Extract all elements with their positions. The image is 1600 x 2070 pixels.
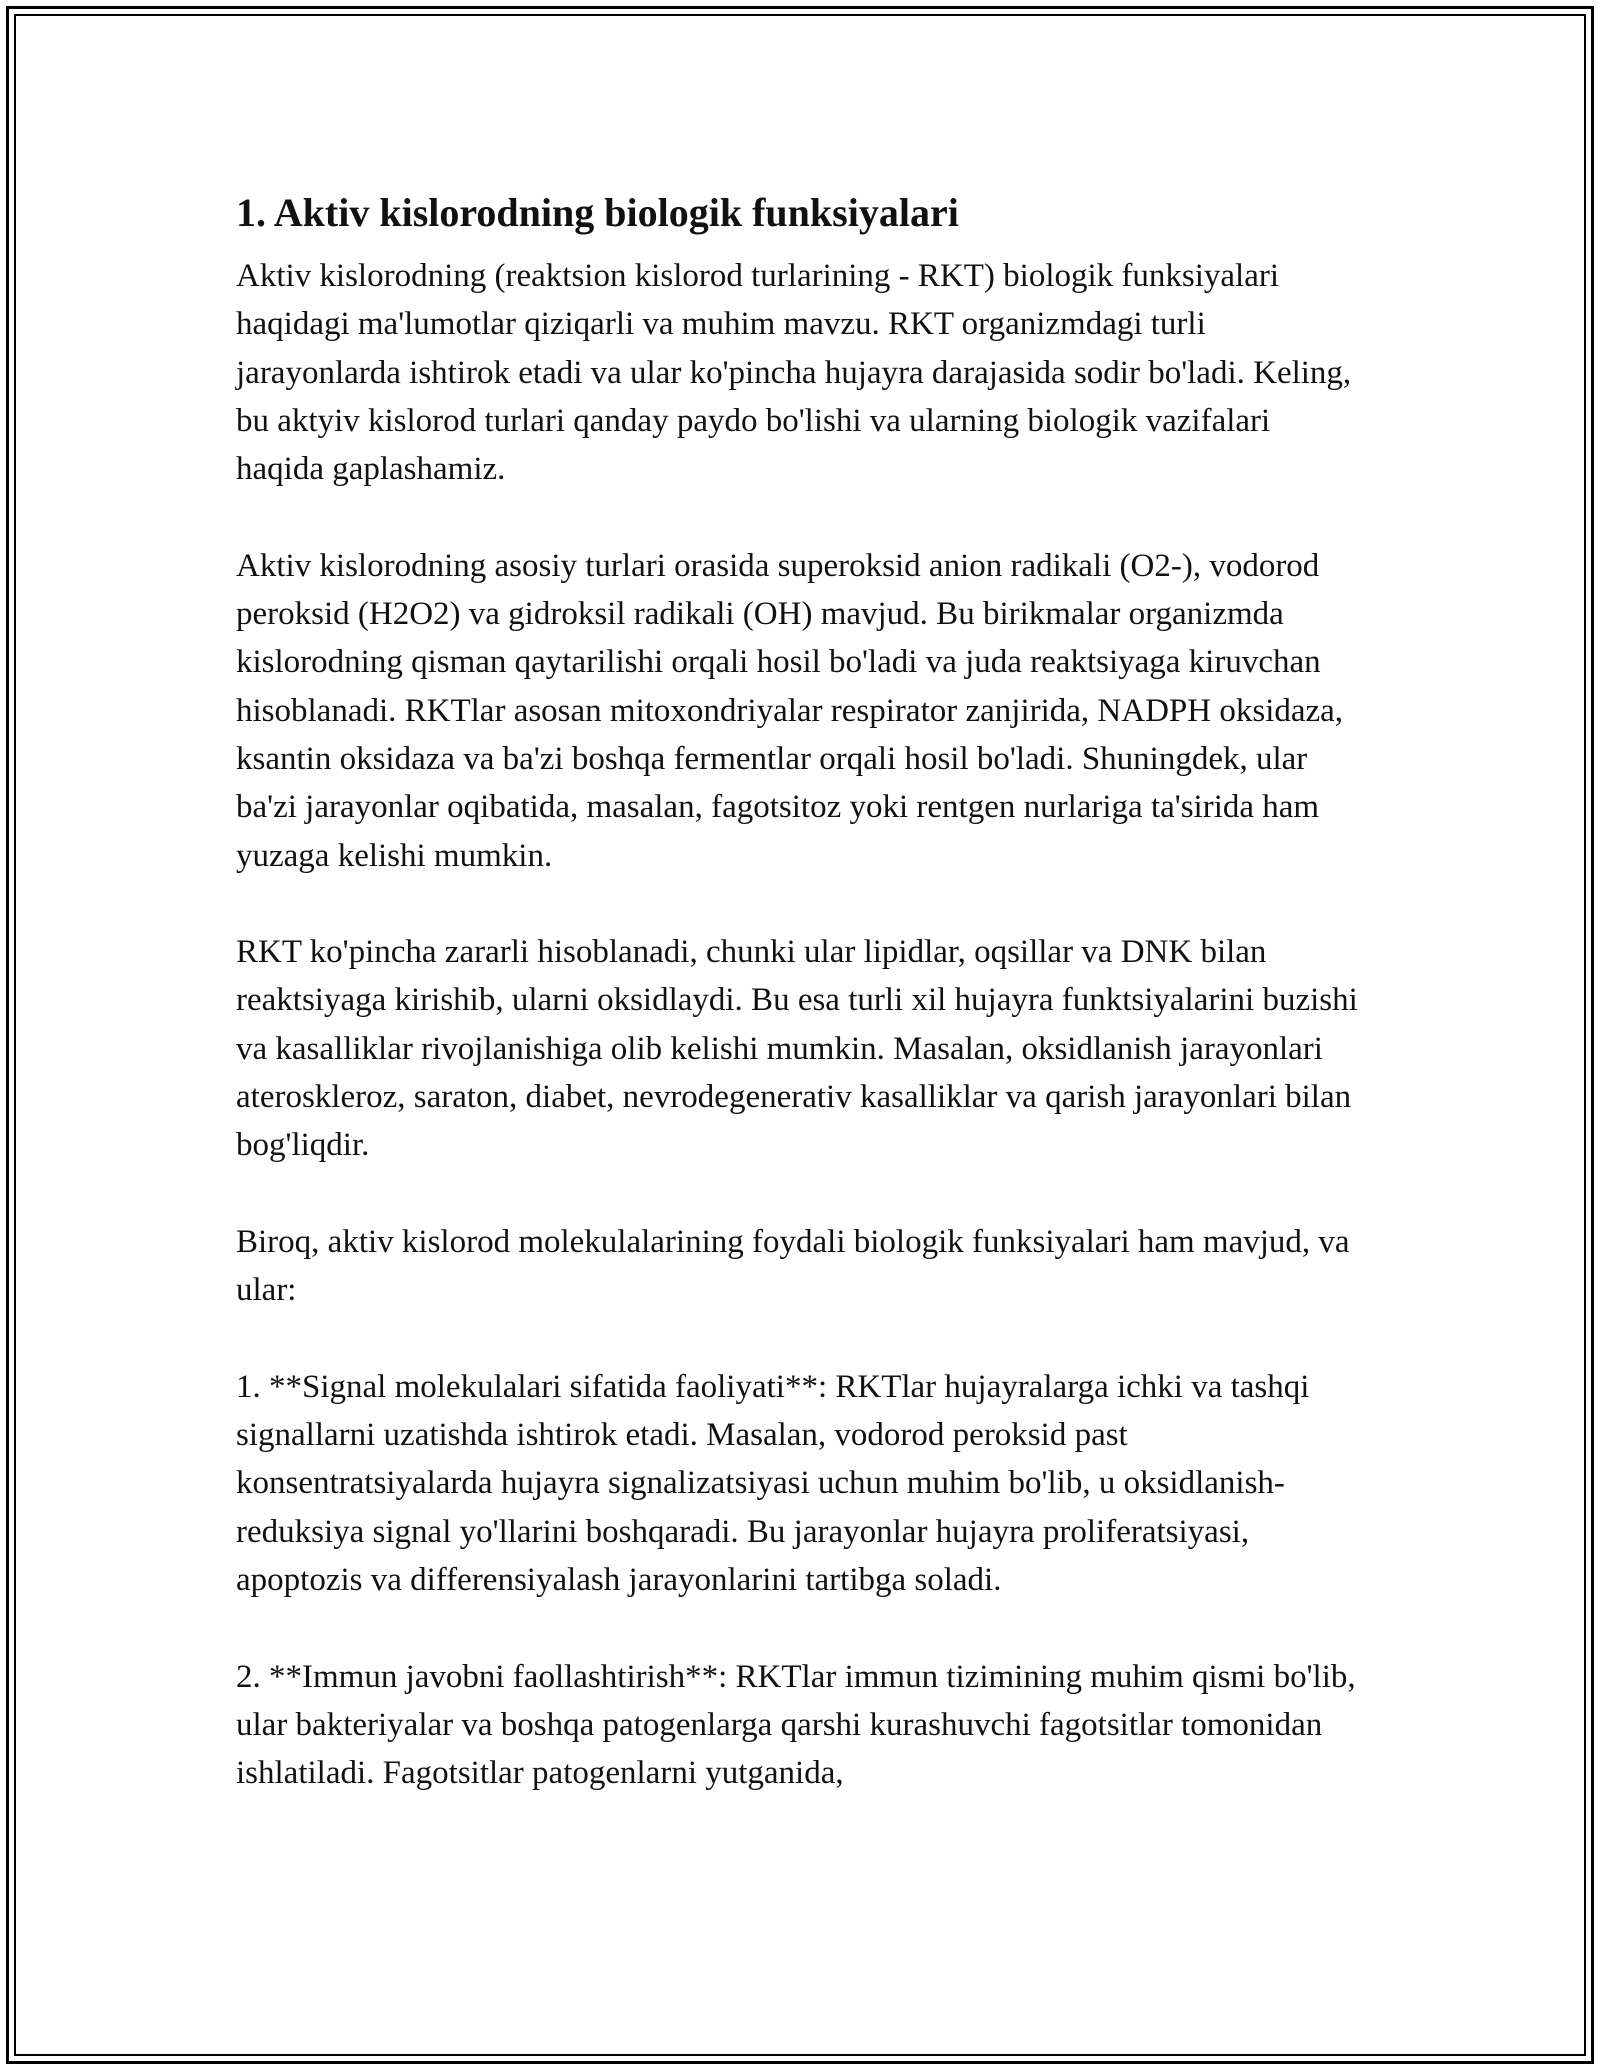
paragraph-harm: RKT ko'pincha zararli hisoblanadi, chunki ular lipidlar, oqsillar va DNK bilan reaktsiyaga kirishib, ularni oksidlaydi. Bu esa turli xil hujayra funktsiyalarini buzishi va kasalliklar rivojlanishiga olib kelishi mumkin. Masalan, oksidlanish jarayonlari ateroskleroz, saraton, diabet, nevrodegenerativ kasalliklar va qarish jarayonlari bilan bog'liqdir. bbox=[236, 934, 1358, 1164]
paragraph-types: Aktiv kislorodning asosiy turlari orasida superoksid anion radikali (O2-), vodorod peroksid (H2O2) va gidroksil radikali (OH) mavjud. Bu birikmalar organizmda kislorodning qisman qaytarilishi orqali hosil bo'ladi va juda reaktsiyaga kiruvchan hisoblanadi. RKTlar asosan mitoxondriyalar respirator zanjirida, NADPH oksidaza, ksantin oksidaza va ba'zi boshqa fermentlar orqali hosil bo'ladi. Shuningdek, ular ba'zi jarayonlar oqibatida, masalan, fagotsitoz yoki rentgen nurlariga ta'sirida ham yuzaga kelishi mumkin. bbox=[236, 547, 1344, 874]
paragraph-intro: Aktiv kislorodning (reaktsion kislorod turlarining - RKT) biologik funksiyalari haqidagi ma'lumotlar qiziqarli va muhim mavzu. RKT organizmdagi turli jarayonlarda ishtirok etadi va ular ko'pincha hujayra darajasida sodir bo'ladi. Keling, bu aktyiv kislorod turlari qanday paydo bo'lishi va ularning biologik vazifalari haqida gaplashamiz. bbox=[236, 258, 1352, 488]
list-item-immune-response: 2. **Immun javobni faollashtirish**: RKTlar immun tizimining muhim qismi bo'lib, ular bakteriyalar va boshqa patogenlarga qarshi kurashuvchi fagotsitlar tomonidan ishlatiladi. Fagotsitlar patogenlarni yutganida, bbox=[236, 1658, 1356, 1792]
list-item-signal-molecules: 1. **Signal molekulalari sifatida faoliyati**: RKTlar hujayralarga ichki va tashqi signallarni uzatishda ishtirok etadi. Masalan, vodorod peroksid past konsentratsiyalarda hujayra signalizatsiyasi uchun muhim bo'lib, u oksidlanish-reduksiya signal yo'llarini boshqaradi. Bu jarayonlar hujayra proliferatsiyasi, apoptozis va differensiyalash jarayonlarini tartibga soladi. bbox=[236, 1368, 1310, 1599]
document-body bbox=[236, 186, 1366, 1798]
paragraph-benefits-intro: Biroq, aktiv kislorod molekulalarining foydali biologik funksiyalari ham mavjud, va ular: bbox=[236, 1223, 1350, 1309]
document-title: 1. Aktiv kislorodning biologik funksiyalari bbox=[236, 190, 959, 235]
